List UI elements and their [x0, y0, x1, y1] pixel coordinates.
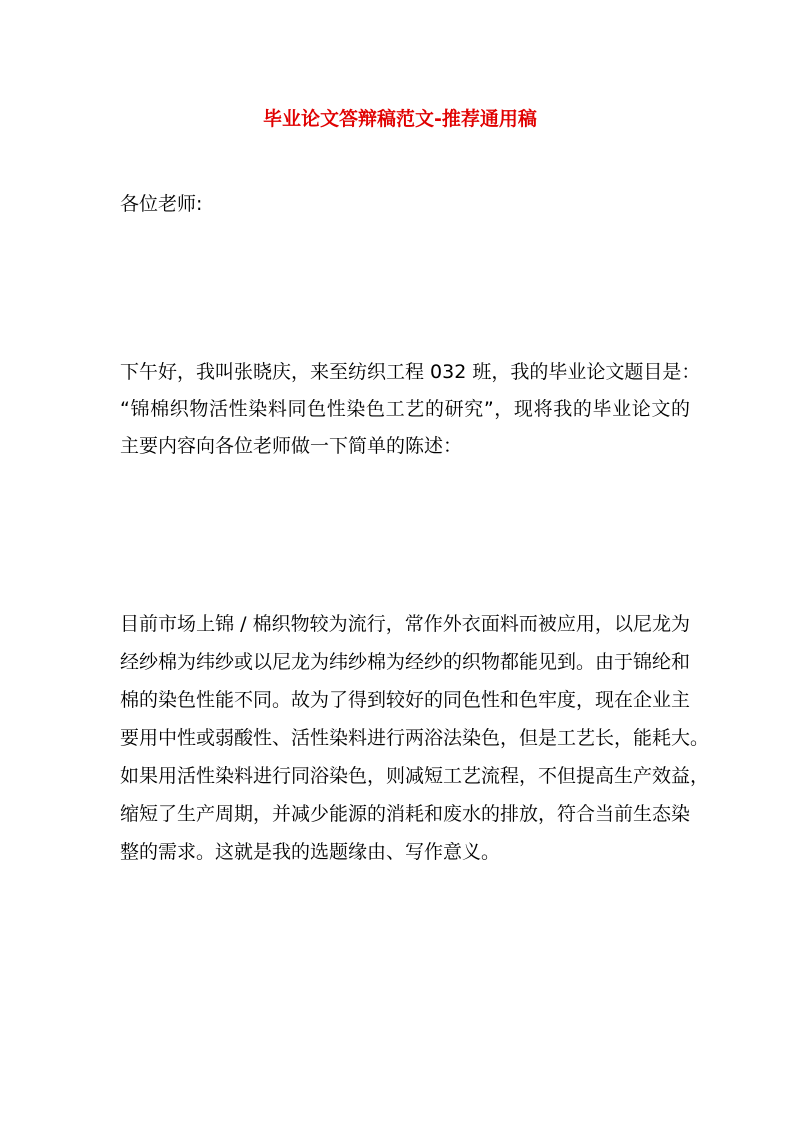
paragraph-line: 棉的染色性能不同。故为了得到较好的同色性和色牢度，现在企业主 [120, 689, 691, 711]
paragraph-background [120, 605, 710, 871]
salutation: 各位老师: [120, 193, 203, 215]
paragraph-line: 经纱棉为纬纱或以尼龙为纬纱棉为经纱的织物都能见到。由于锦纶和 [120, 651, 691, 673]
document-title: 毕业论文答辩稿范文-推荐通用稿 [263, 108, 537, 130]
paragraph-line: 目前市场上锦 / 棉织物较为流行，常作外衣面料而被应用，以尼龙为 [120, 613, 690, 635]
paragraph-line: 下午好，我叫张晓庆，来至纺织工程 032 班，我的毕业论文题目是： [120, 361, 701, 383]
paragraph-line: 主要内容向各位老师做一下简单的陈述： [120, 435, 463, 457]
paragraph-line: 要用中性或弱酸性、活性染料进行两浴法染色，但是工艺长，能耗大。 [120, 727, 710, 749]
paragraph-line: 整的需求。这就是我的选题缘由、写作意义。 [120, 841, 501, 863]
paragraph-line: “锦棉织物活性染料同色性染色工艺的研究”，现将我的毕业论文的 [120, 398, 690, 420]
paragraph-introduction [120, 354, 701, 465]
paragraph-line: 缩短了生产周期，并减少能源的消耗和废水的排放，符合当前生态染 [120, 803, 691, 825]
paragraph-line: 如果用活性染料进行同浴染色，则减短工艺流程，不但提高生产效益， [120, 765, 710, 787]
